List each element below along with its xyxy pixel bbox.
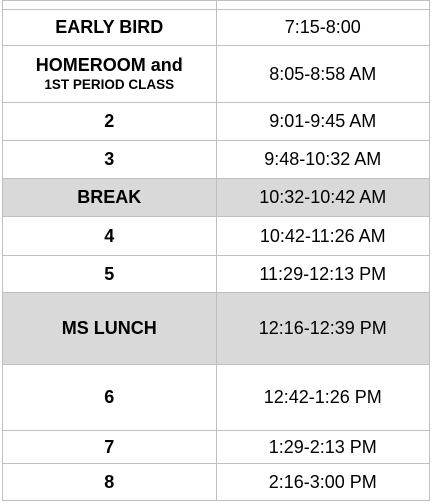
table-top-spacer-row [3,1,430,10]
period-cell: EARLY BIRD [3,10,217,46]
period-cell: 5 [3,256,217,293]
table-row-break [3,179,430,217]
period-label-line1: HOMEROOM and [35,55,183,75]
time-cell: 2:16-3:00 PM [216,464,430,501]
time-cell: 9:01-9:45 AM [216,103,430,141]
period-cell: 2 [3,103,217,141]
period-cell: 8 [3,464,217,501]
time-cell: 7:15-8:00 [216,10,430,46]
time-cell: 8:05-8:58 AM [216,46,430,103]
spacer-cell [216,1,430,10]
period-cell: 6 [3,365,217,431]
period-cell: 7 [3,431,217,464]
table-row [3,431,430,464]
table-row-lunch [3,293,430,365]
table-row [3,217,430,256]
table-row [3,103,430,141]
table-row [3,464,430,501]
bell-schedule-table [2,0,430,501]
time-cell: 12:16-12:39 PM [216,293,430,365]
table-row [3,10,430,46]
period-cell: 3 [3,141,217,179]
period-cell: 4 [3,217,217,256]
table-row [3,365,430,431]
period-cell: MS LUNCH [3,293,217,365]
time-cell: 10:32-10:42 AM [216,179,430,217]
time-cell: 11:29-12:13 PM [216,256,430,293]
table-row [3,46,430,103]
time-cell: 12:42-1:26 PM [216,365,430,431]
time-cell: 1:29-2:13 PM [216,431,430,464]
spacer-cell [3,1,217,10]
table-row [3,141,430,179]
period-cell: BREAK [3,179,217,217]
table-row [3,256,430,293]
period-cell [3,46,217,103]
time-cell: 9:48-10:32 AM [216,141,430,179]
period-label-line2: 1ST PERIOD CLASS [44,77,175,92]
time-cell: 10:42-11:26 AM [216,217,430,256]
